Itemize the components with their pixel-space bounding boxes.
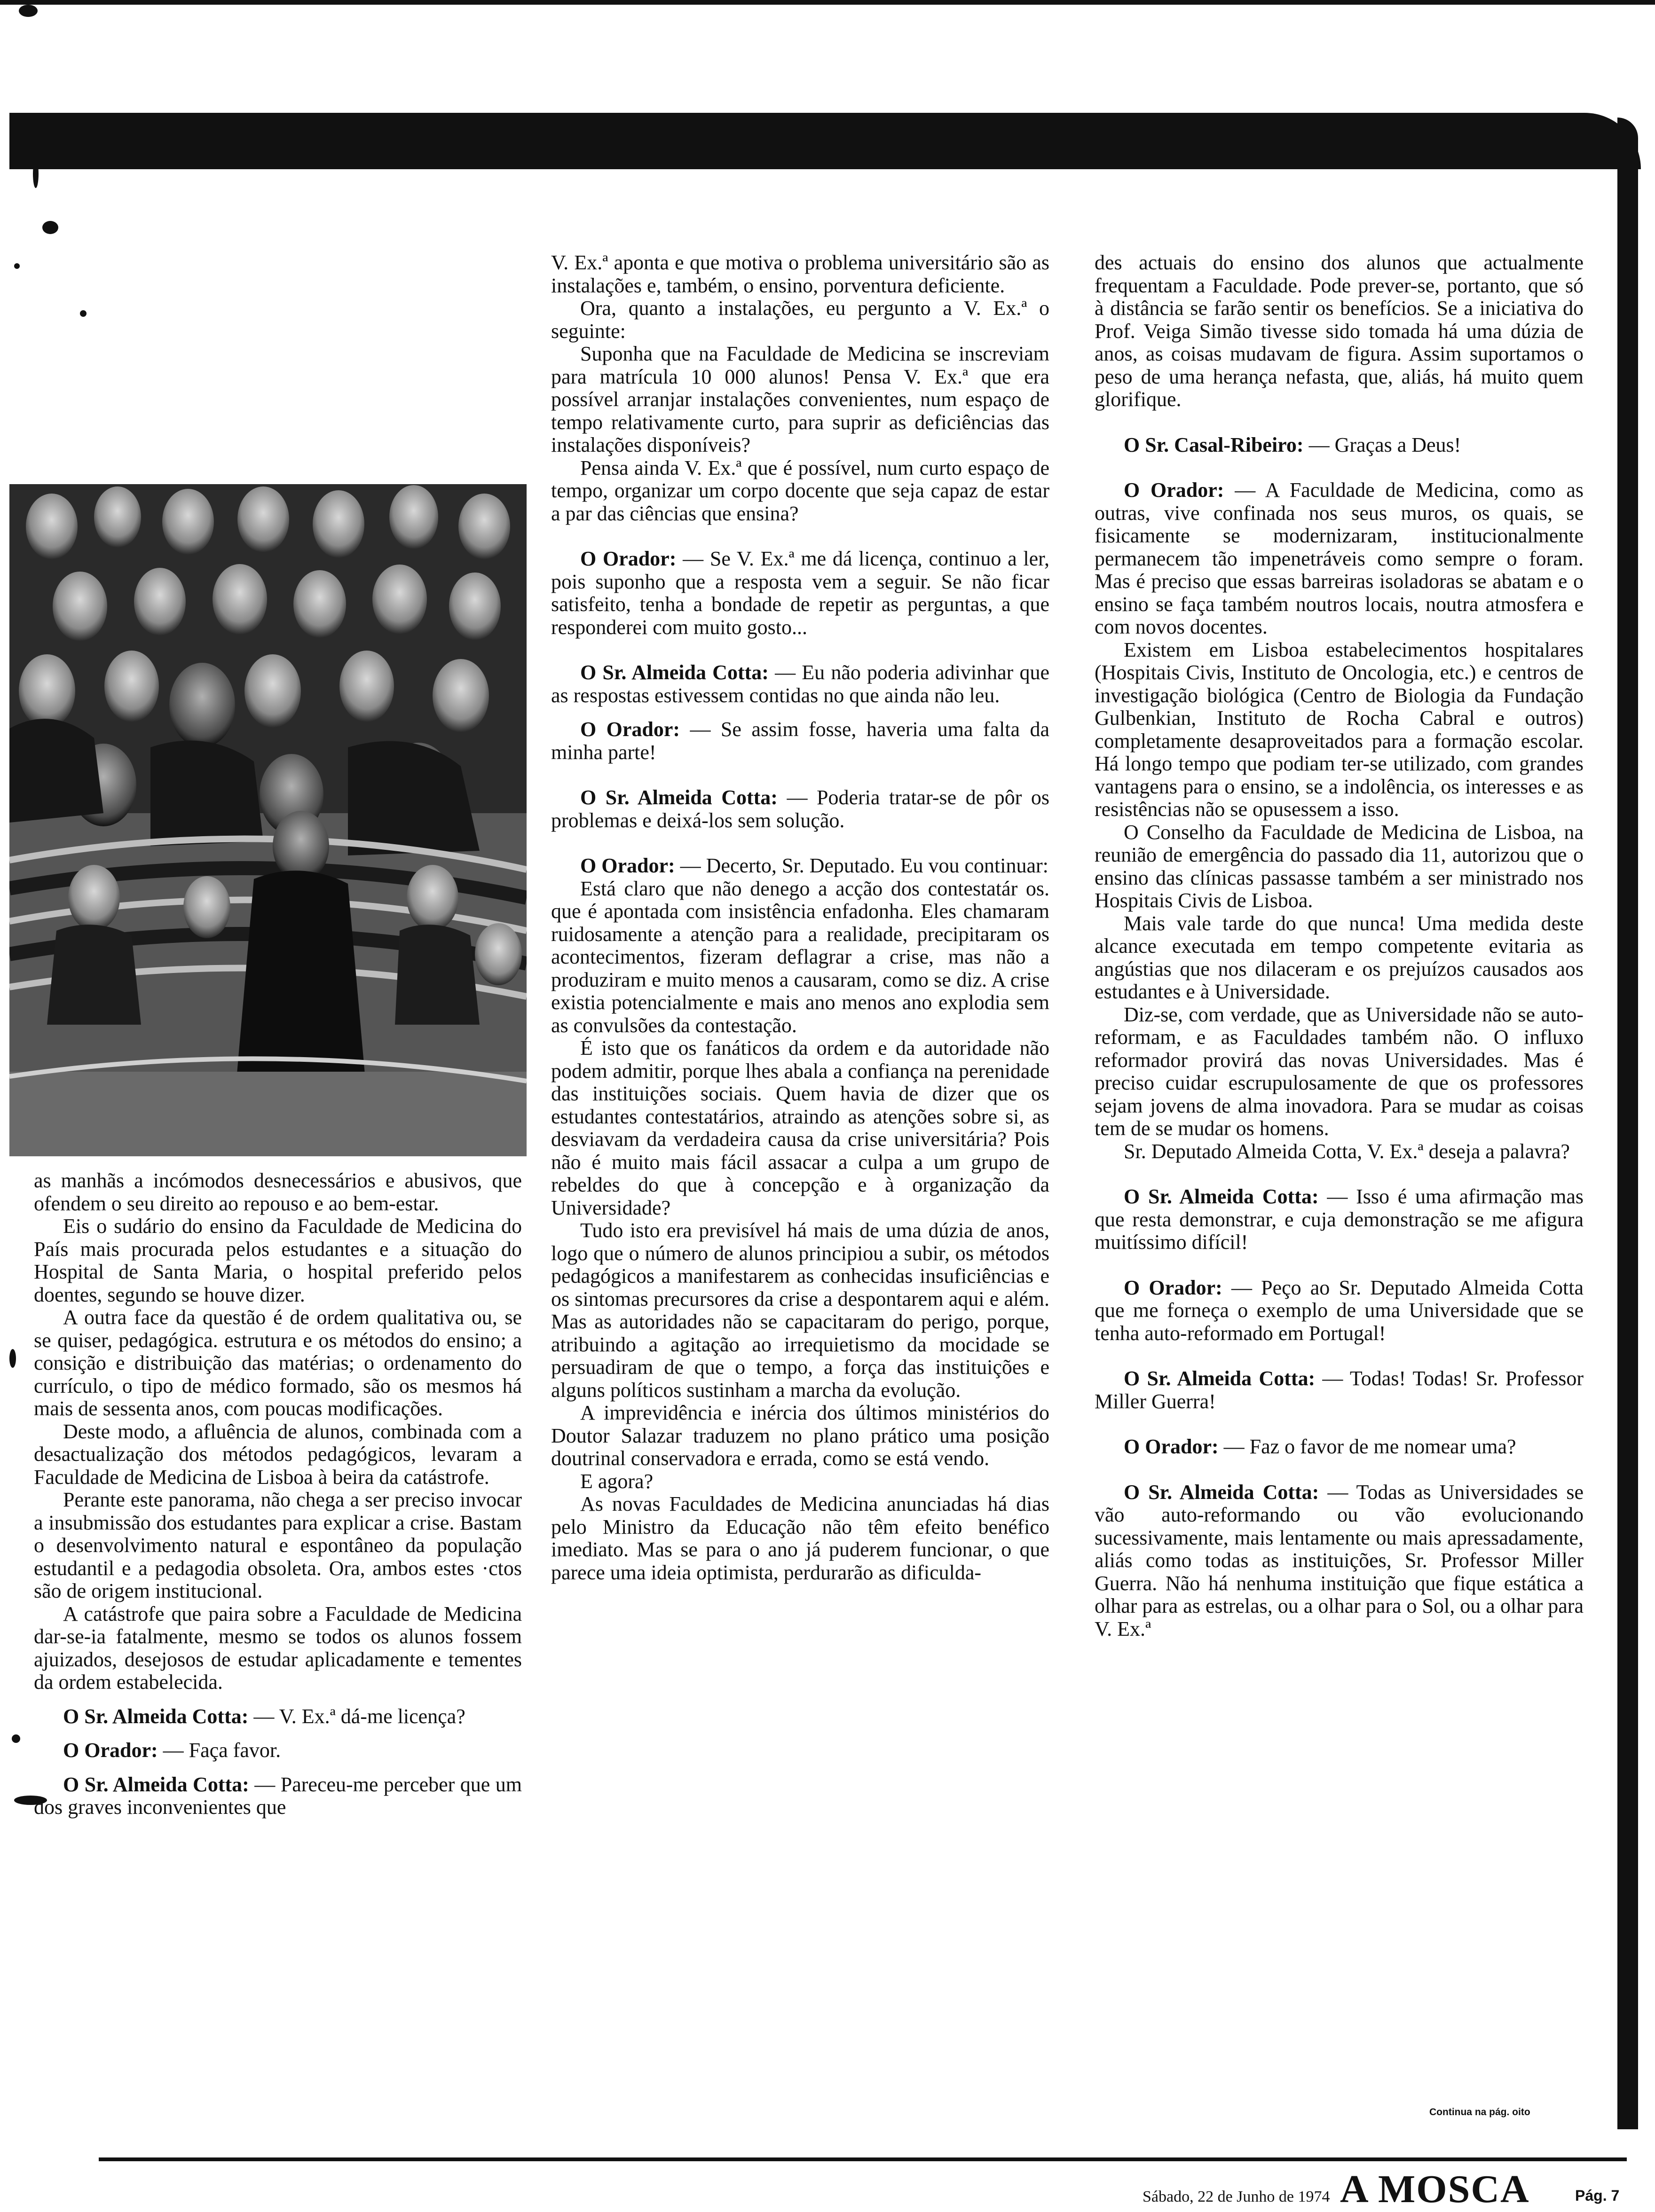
paragraph: E agora? [580,1469,654,1493]
speech-text: Faça favor. [189,1739,281,1762]
dash: — [1231,1276,1252,1299]
dash: — [1235,478,1256,502]
scan-speck [9,1349,16,1368]
dash: — [787,786,808,809]
speech-text: Isso é uma afirmação mas que resta demonstrar, e cuja demonstração se me afigura muitíssimo difícil! [1095,1185,1584,1254]
paragraph: A imprevidência e inércia dos últimos ministérios do Doutor Salazar traduzem no plano prático uma posição doutrinal conservadora e errada, como se está vendo. [551,1401,1049,1470]
dash: — [253,1704,275,1728]
speech-text: Decerto, Sr. Deputado. Eu vou continuar: [706,854,1048,877]
speaker-name: O Sr. Almeida Cotta: [580,661,769,684]
scan-speck [19,5,38,17]
speech-entry [551,786,1049,832]
article-column-2 [551,251,1049,1584]
paragraph: Está claro que não denego a acção dos contestatár os. que é apontada com insistência enfadonha. Eles chamaram ruidosamente a atenção para a realidade, precipitaram os acontecimentos, fizeram deflagrar a crise, mas não a produziram e muito menos a causaram, como se diz. A crise existia potencialmente e mais ano menos ano explodia sem as convulsões da contestação. [551,877,1049,1037]
speech-entry [1095,1277,1584,1345]
speech-text: V. Ex.ª dá-me licença? [279,1704,465,1728]
speaker-name: O Orador: [580,547,677,570]
article-column-1 [34,1169,522,1819]
paragraph: Diz-se, com verdade, que as Universidade não se auto-reformam, e as Faculdades também não. O influxo reformador provirá das novas Universidades. Mas é preciso cuidar escrupulosamente de que os professores sejam jovens de alma inovadora. Para se mudar as coisas tem de se mudar os homens. [1095,1003,1584,1140]
paragraph: A outra face da questão é de ordem qualitativa ou, se se quiser, pedagógica. estrutura e os métodos do ensino; a consição e distribuição das matérias; o ordenamento do currículo, o tipo de médico formado, são os mesmos há mais de sessenta anos, com poucas modificações. [34,1306,522,1420]
speech-text: Todas as Universidades se vão auto-reformando ou vão evolucionando sucessivamente, mais lentamente ou mais apressadamente, aliás como todas as instituições, Sr. Professor Miller Guerra. Não há nenhuma instituição que fique estática a olhar para as estrelas, ou a olhar para o Sol, ou a olhar para V. Ex.ª [1095,1480,1584,1640]
speech-entry [1095,434,1584,457]
paragraph: O Conselho da Faculdade de Medicina de Lisboa, na reunião de emergência do passado dia 11, autorizou que o ensino das clínicas passasse também a ser ministrado nos Hospitais Civis de Lisboa. [1095,820,1584,912]
dash: — [680,854,701,877]
speech-text: Peço ao Sr. Deputado Almeida Cotta que me forneça o exemplo de uma Universidade que se tenha auto-reformado em Portugal! [1095,1276,1584,1345]
speaker-name: O Sr. Almeida Cotta: [1124,1185,1319,1208]
scan-speck [80,310,87,317]
paragraph: Ora, quanto a instalações, eu pergunto a V. Ex.ª o seguinte: [551,297,1049,343]
speech-text: Eu não poderia adivinhar que as respostas estivessem contidas no que ainda não leu. [551,661,1050,707]
speaker-name: O Sr. Casal-Ribeiro: [1124,433,1304,456]
scan-speck [12,1734,20,1743]
scan-speck [14,263,20,269]
speech-entry [551,661,1049,707]
paragraph: Perante este panorama, não chega a ser preciso invocar a insubmissão dos estudantes para explicar a crise. Bastam o desenvolvimento natural e espontâneo da população estudantil e a pedagodia obsoleta. Ora, ambos estes ·ctos são de origem institucional. [34,1488,522,1602]
speech-text: Todas! Todas! Sr. Professor Miller Guerra! [1095,1367,1584,1413]
dash: — [775,661,796,684]
dash: — [1223,1435,1245,1458]
speech-entry [551,548,1049,639]
dash: — [163,1739,184,1762]
right-margin-rule [1617,118,1638,2129]
speech-text: Poderia tratar-se de pôr os problemas e deixá-los sem solução. [551,786,1050,832]
speech-entry [34,1773,522,1819]
speaker-name: O Sr. Almeida Cotta: [1124,1480,1319,1504]
speech-text: Faz o favor de me nomear uma? [1249,1435,1516,1458]
dash: — [1327,1480,1348,1504]
paragraph: Pensa ainda V. Ex.ª que é possível, num curto espaço de tempo, organizar um corpo docente que seja capaz de estar a par das ciências que ensina? [551,456,1049,525]
scan-speck [33,160,39,188]
masthead: A MOSCA [1340,2167,1530,2211]
speaker-name: O Orador: [580,854,675,877]
speech-entry [551,855,1049,878]
speech-entry [551,718,1049,764]
top-border-line [0,0,1655,5]
paragraph: As novas Faculdades de Medicina anunciadas há dias pelo Ministro da Educação não têm efeito benéfico imediato. Mas se para o ano já puderem funcionar, o que parece uma ideia optimista, perdurarão as dificulda- [551,1492,1049,1584]
scan-speck [42,221,58,234]
photograph-image [9,484,527,1156]
dash: — [1327,1185,1348,1208]
paragraph: Eis o sudário do ensino da Faculdade de Medicina do País mais procurada pelos estudantes e a situação do Hospital de Santa Maria, o hospital preferido pelos doentes, segundo se houve dizer. [34,1215,522,1306]
paragraph: É isto que os fanáticos da ordem e da autoridade não podem admitir, porque lhes abala a confiança na perenidade das instituições sociais. Quem havia de dizer que os estudantes contestatários, atraindo as atenções sobre si, as desviavam da verdadeira causa da crise universitária? Pois não é muito mais fácil assacar a culpa a um grupo de rebeldes do que à concepção e à organização da Universidade? [551,1036,1049,1219]
speech-text: Pareceu-me perceber que um dos graves inconvenientes que [34,1773,522,1819]
speech-text: Se V. Ex.ª me dá licença, continuo a ler, pois suponho que a resposta vem a seguir. Se não ficar satisfeito, tenha a bondade de repetir as perguntas, a que responderei com muito gosto... [551,547,1050,639]
speaker-name: O Sr. Almeida Cotta: [580,786,778,809]
continued-note: Continua na pág. oito [1429,2107,1530,2118]
speaker-name: O Orador: [63,1739,158,1762]
speaker-name: O Sr. Almeida Cotta: [63,1704,249,1728]
speech-text: Se assim fosse, haveria uma falta da minha parte! [551,718,1049,764]
paragraph: Existem em Lisboa estabelecimentos hospitalares (Hospitais Civis, Instituto de Oncologia, etc.) e centros de investigação biológica (Centro de Biologia da Fundação Gulbenkian, Instituto de Rocha Cabral e outros) completamente desaproveitados para a formação escolar. Há longo tempo que podiam ter-se utilizado, com grandes vantagens para o ensino, se a indolência, os interesses e as resistências não se opusessem a isso. [1095,638,1584,821]
page-number: Pág. 7 [1575,2187,1620,2204]
speech-entry [1095,479,1584,639]
dash: — [254,1773,276,1796]
paragraph: V. Ex.ª aponta e que motiva o problema universitário são as instalações e, também, o ensino, porventura deficiente. [551,251,1049,297]
paragraph: as manhãs a incómodos desnecessários e abusivos, que ofendem o seu direito ao repouso e ao bem-estar. [34,1169,522,1215]
speech-text: A Faculdade de Medicina, como as outras, vive confinada nos seus muros, os quais, se fisicamente se modernizaram, institucionalmente permanecem tão impenetráveis como sempre o foram. Mas é preciso que essas barreiras isoladoras se abatam e o ensino se faça também noutros locais, noutra atmosfera e com novos docentes. [1095,478,1584,638]
speech-text: Graças a Deus! [1334,433,1461,456]
speech-entry [1095,1481,1584,1641]
issue-date: Sábado, 22 de Junho de 1974 [1143,2188,1330,2205]
dash: — [690,718,711,741]
article-column-3 [1095,251,1584,1640]
dash: — [683,547,704,570]
parliament-photograph [9,484,527,1156]
dash: — [1308,433,1330,456]
speech-entry [1095,1435,1584,1459]
speech-entry [1095,1367,1584,1413]
paragraph: Tudo isto era previsível há mais de uma dúzia de anos, logo que o número de alunos principiou a subir, os métodos pedagógicos a manifestarem as conhecidas insuficiências e os sintomas precursores da crise a despontarem aqui e além. Mas as autoridades não se capacitaram do perigo, porque, atribuindo a agitação ao irrequietismo da mocidade se persuadiram de que o tempo, a força das instituições e alguns políticos sustinham a marcha da evolução. [551,1219,1049,1402]
paragraph: Suponha que na Faculdade de Medicina se inscreviam para matrícula 10 000 alunos! Pensa V. Ex.ª que era possível arranjar instalações convenientes, num espaço de tempo relativamente curto, para suprir as deficiências das instalações disponíveis? [551,342,1049,456]
footer-rule [99,2157,1627,2161]
speaker-name: O Sr. Almeida Cotta: [63,1773,249,1796]
speech-entry [1095,1185,1584,1254]
header-black-band [9,113,1641,169]
paragraph: Deste modo, a afluência de alunos, combinada com a desactualização dos métodos pedagógicos, levaram a Faculdade de Medicina de Lisboa à beira da catástrofe. [34,1420,522,1489]
speaker-name: O Orador: [1124,1276,1222,1299]
speech-entry [34,1739,522,1762]
speech-entry [34,1705,522,1728]
speaker-name: O Sr. Almeida Cotta: [1124,1367,1316,1390]
paragraph: Sr. Deputado Almeida Cotta, V. Ex.ª deseja a palavra? [1124,1139,1570,1163]
speaker-name: O Orador: [1124,478,1224,502]
paragraph: Mais vale tarde do que nunca! Uma medida deste alcance executada em tempo competente evitaria as angústias que nos dilaceram e os prejuízos causados aos estudantes e à Universidade. [1095,911,1584,1003]
speaker-name: O Orador: [580,718,680,741]
paragraph: des actuais do ensino dos alunos que actualmente frequentam a Faculdade. Pode prever-se, portanto, que só à distância se farão sentir os benefícios. Se a iniciativa do Prof. Veiga Simão tivesse sido tomada há uma dúzia de anos, as coisas mudavam de figura. Assim suportamos o peso de uma herança nefasta, que, aliás, há muito quem glorifique. [1095,251,1584,411]
paragraph: A catástrofe que paira sobre a Faculdade de Medicina dar-se-ia fatalmente, mesmo se todos os alunos fossem ajuizados, desejosos de estudar aplicadamente e tementes da ordem estabelecida. [34,1602,522,1694]
speaker-name: O Orador: [1124,1435,1219,1458]
dash: — [1322,1367,1343,1390]
